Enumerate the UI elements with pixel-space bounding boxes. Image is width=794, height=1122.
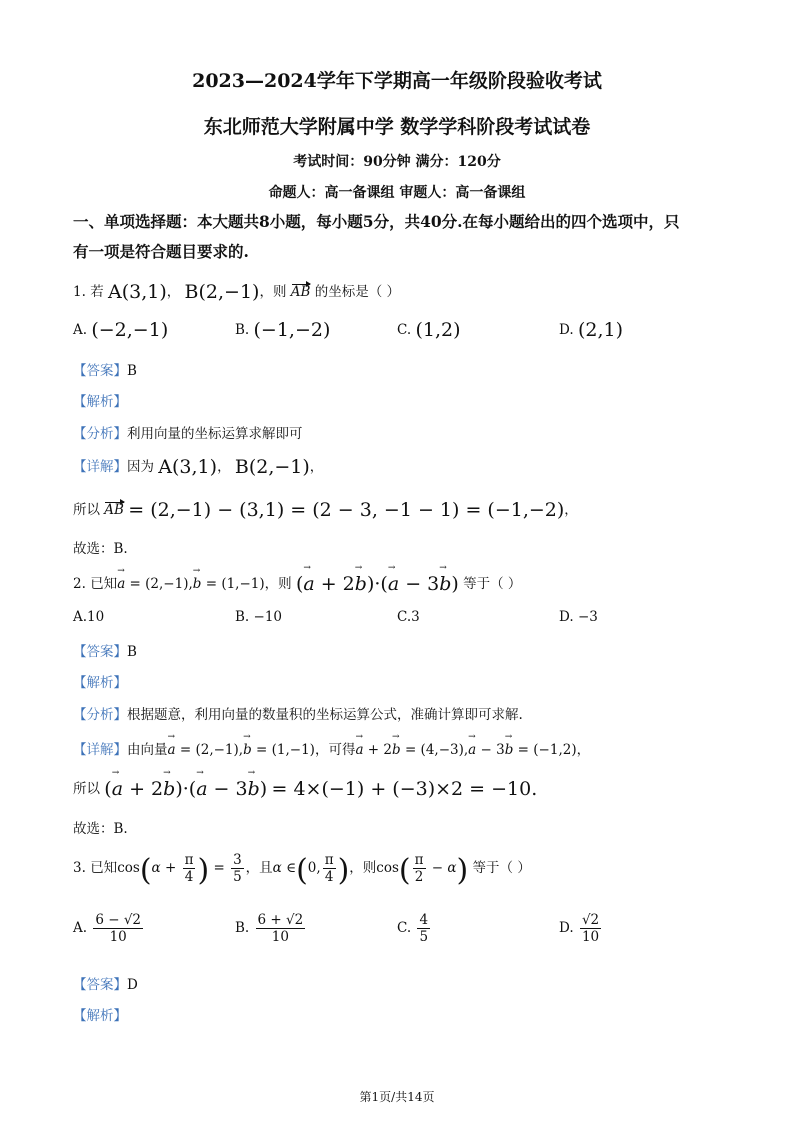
q2-choice-c[interactable]: C.3 [397, 609, 420, 625]
exam-info: 考试时间：90分钟 满分：120分 [293, 154, 501, 170]
q1-vector-ab: AB [290, 284, 311, 300]
q1-answer: 【答案】B [73, 363, 137, 379]
q3-analysis-label: 【解析】 [73, 1008, 127, 1024]
school-title: 东北师范大学附属中学 数学学科阶段考试试卷 [203, 116, 591, 138]
q2-stem: 2. 已知a → = (2,−1),b → = (1,−1)，则 (a → + 2b →)·(a → − 3b →) 等于（ ） [73, 572, 521, 595]
q1-fenxi: 【分析】利用向量的坐标运算求解即可 [73, 426, 303, 442]
q2-vector-a: a → [117, 576, 125, 592]
exam-title: 2023—2024学年下学期高一年级阶段验收考试 [192, 70, 602, 92]
q1-detail: 【详解】因为 A(3,1)， B(2,−1)， [73, 456, 324, 478]
page-footer: 第1页/共14页 [359, 1090, 435, 1104]
q3-choice-c[interactable]: C. $\frac{4}{5}$ [397, 912, 429, 945]
q2-fenxi: 【分析】根据题意，利用向量的数量积的坐标运算公式，准确计算即可求解. [73, 707, 523, 723]
q2-vector-b: b → [193, 576, 202, 592]
section-heading-line1: 一、单项选择题：本大题共8小题，每小题5分，共40分.在每小题给出的四个选项中，只 [73, 212, 680, 231]
section-heading-line2: 有一项是符合题目要求的. [73, 242, 249, 261]
q1-analysis-label: 【解析】 [73, 394, 127, 410]
q1-stem: 1. 若 A(3,1)， B(2,−1)，则 AB 的坐标是（ ） [73, 281, 401, 303]
q2-choice-d[interactable]: D. −3 [559, 609, 598, 625]
q2-dot-product: (a → + 2b →)·(a → − 3b →) [296, 573, 459, 595]
q2-choice-a[interactable]: A.10 [73, 609, 105, 625]
exam-authors: 命题人：高一备课组 审题人：高一备课组 [268, 185, 526, 201]
q3-choice-a[interactable]: A. $\frac{6 - √2}{10}$ [73, 912, 142, 945]
q2-analysis-label: 【解析】 [73, 675, 127, 691]
section-heading [73, 207, 723, 267]
q1-point-b: B(2,−1) [184, 281, 260, 303]
q3-choice-d[interactable]: D. $\frac{√2}{10}$ [559, 912, 600, 945]
q2-detail: 【详解】由向量a → = (2,−1),b → = (1,−1)，可得a → + 2b → = (4,−3),a → − 3b → = (−1,2)， [73, 738, 590, 758]
q1-choice-c[interactable]: C. (1,2) [397, 319, 461, 341]
q2-choice-b[interactable]: B. −10 [235, 609, 283, 625]
q2-detail-computation: 所以 (a → + 2b →)·(a → − 3b →) = 4×(−1) + (−3)×2 = −10. [73, 777, 537, 800]
q1-choice-b[interactable]: B. (−1,−2) [235, 319, 331, 341]
q1-choice-d[interactable]: D. (2,1) [559, 319, 623, 341]
q1-conclusion: 故选：B. [73, 541, 128, 557]
q3-choice-b[interactable]: B. $\frac{6 + √2}{10}$ [235, 912, 304, 945]
q2-conclusion: 故选：B. [73, 821, 128, 837]
q1-detail-computation: 所以 AB = (2,−1) − (3,1) = (2 − 3, −1 − 1) = (−1,−2)， [73, 499, 578, 521]
q1-choice-a[interactable]: A. (−2,−1) [73, 319, 169, 341]
q3-stem: 3. 已知cos(α + $\frac{\pi}{4}$ ) = $\frac{3}{5}$ ，且α ∈(0, $\frac{\pi}{4}$ )，则cos( $\frac{\pi}{2}$ − α) 等于（ ） [73, 852, 531, 888]
q1-point-a: A(3,1) [107, 281, 167, 303]
q2-answer: 【答案】B [73, 644, 137, 660]
q3-answer: 【答案】D [73, 977, 138, 993]
